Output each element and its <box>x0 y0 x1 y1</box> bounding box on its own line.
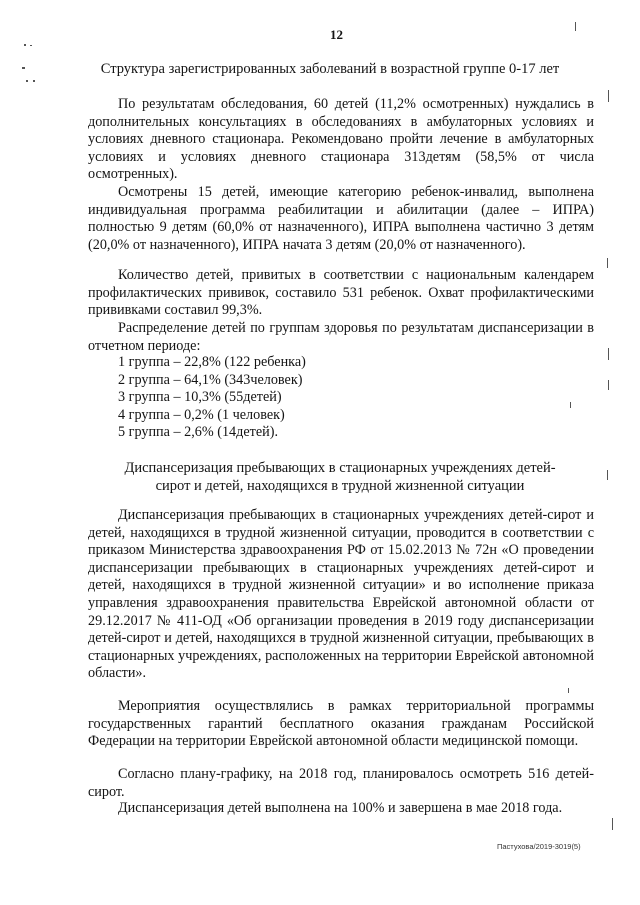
section-heading-orphans-line1: Диспансеризация пребывающих в стационарных учреждениях детей- <box>124 460 556 476</box>
section-heading-orphans <box>100 459 580 495</box>
paragraph-examination-results: По результатам обследования, 60 детей (11,2% осмотренных) нуждались в дополнительных консультациях в обследованиях в амбулаторных условиях и условиях дневного стационара. Рекомендовано пройти лечение в амбулаторных условиях и условиях дневного стационара 313детям (58,5% от числа осмотренных). <box>88 96 594 183</box>
paragraph-orphan-dispensarization: Диспансеризация пребывающих в стационарных учреждениях детей-сирот и детей, находящихся в трудной жизненной ситуации, проводится в соответствии с приказом Министерства здравоохранения РФ от 15.02.2013 № 72н «О проведении диспансеризации пребывающих в стационарных учреждениях детей-сирот и детей, находящихся в трудной жизненной ситуации» и во исполнение приказа управления здравоохранения правительства Еврейской автономной области от 29.12.2017 № 411-ОД «Об организации проведения в 2019 году диспансеризации детей-сирот и детей, находящихся в трудной жизненной ситуации, пребывающих в стационарных учреждениях, расположенных на территории Еврейской автономной области». <box>88 507 594 682</box>
scan-mark <box>30 45 32 46</box>
scan-mark <box>608 380 609 390</box>
paragraph-territorial-program: Мероприятия осуществлялись в рамках территориальной программы государственных гарантий бесплатного оказания гражданам Российской Федерации на территории Еврейской автономной области медицинской помощи. <box>88 698 594 750</box>
health-group-item-1: 1 группа – 22,8% (122 ребенка) <box>118 354 306 370</box>
scan-mark <box>607 470 608 480</box>
paragraph-completion: Диспансеризация детей выполнена на 100% и завершена в мае 2018 года. <box>118 800 563 816</box>
scan-mark <box>33 80 35 82</box>
paragraph-schedule: Согласно плану-графику, на 2018 год, планировалось осмотреть 516 детей-сирот. <box>88 766 594 800</box>
scan-mark <box>575 22 576 31</box>
health-group-item-5: 5 группа – 2,6% (14детей). <box>118 424 279 441</box>
paragraph-disabled-children: Осмотрены 15 детей, имеющие категорию ребенок-инвалид, выполнена индивидуальная программа реабилитации и абилитации (далее – ИПРА) полностью 9 детям (60,0% от назначенного), ИПРА выполнена частично 3 детям (20,0% от назначенного), ИПРА начата 3 детям (20,0% от назначенного). <box>88 184 594 253</box>
scan-mark <box>612 818 613 830</box>
scan-mark <box>608 90 609 102</box>
scan-mark <box>26 80 28 82</box>
health-group-item-3: 3 группа – 10,3% (55детей) <box>118 389 282 406</box>
scan-mark <box>608 348 609 360</box>
health-group-item-2: 2 группа – 64,1% (343человек) <box>118 371 303 388</box>
health-groups-list <box>118 354 418 442</box>
section-heading-orphans-line2: сирот и детей, находящихся в трудной жизненной ситуации <box>155 478 525 494</box>
paragraph-health-groups-intro: Распределение детей по группам здоровья по результатам диспансеризации в отчетном периоде: <box>88 320 594 354</box>
footer-stamp: Пастухова/2019-3019(5) <box>497 842 581 851</box>
scan-mark <box>607 258 608 268</box>
scan-mark <box>24 44 26 46</box>
section-heading-structure: Структура зарегистрированных заболеваний в возрастной группе 0-17 лет <box>100 61 560 77</box>
scan-mark <box>22 67 25 69</box>
scan-mark <box>570 402 571 408</box>
scan-mark <box>568 688 569 693</box>
page-number: 12 <box>330 27 343 42</box>
paragraph-vaccination: Количество детей, привитых в соответствии с национальным календарем профилактических прививок, составило 531 ребенок. Охват профилактическими прививками составил 99,3%. <box>88 267 594 319</box>
health-group-item-4: 4 группа – 0,2% (1 человек) <box>118 406 285 423</box>
